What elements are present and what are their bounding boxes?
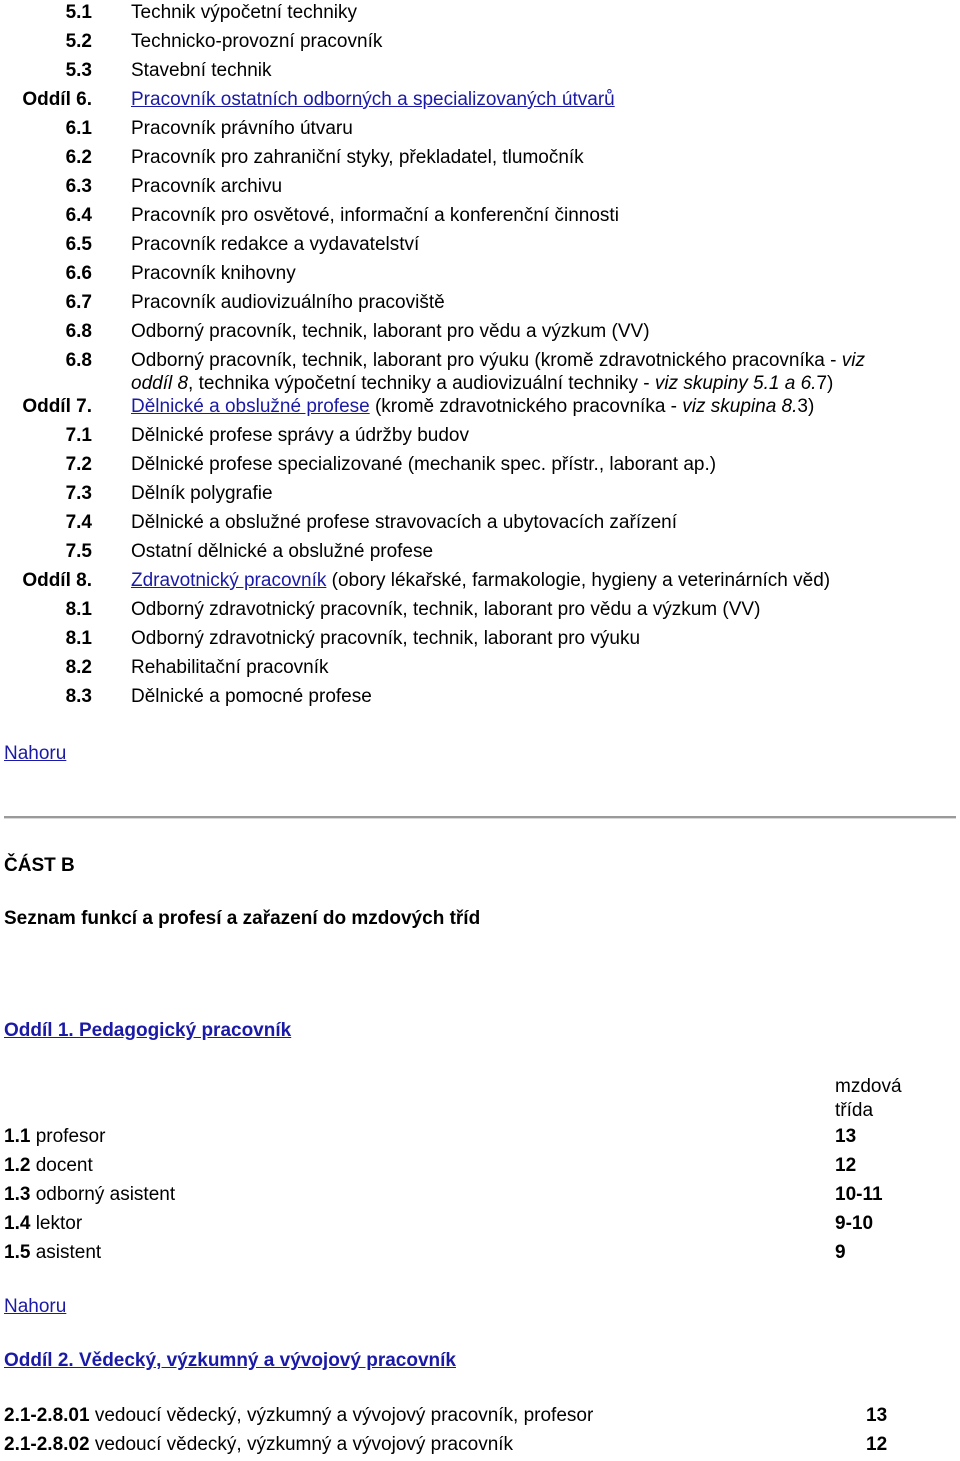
position-code: 1.2 xyxy=(4,1155,31,1176)
toc-text-line2: oddíl 8, technika výpočetní techniky a audiovizuální techniky - viz skupiny 5.1 a 6.7) xyxy=(131,373,834,394)
back-to-top-link[interactable]: Nahoru xyxy=(4,1296,67,1317)
toc-text: Technicko-provozní pracovník xyxy=(131,31,383,52)
toc-number: 7.5 xyxy=(65,541,92,562)
table-row xyxy=(4,1211,904,1240)
toc-number: 7.2 xyxy=(65,454,92,475)
toc-text: Pracovník redakce a vydavatelství xyxy=(131,234,420,255)
table-row xyxy=(4,1182,904,1211)
section-heading-link[interactable]: Oddíl 2. Vědecký, výzkumný a vývojový pracovník xyxy=(4,1350,456,1371)
salary-class: 9 xyxy=(835,1242,846,1263)
toc-text: Odborný zdravotnický pracovník, technik, laborant pro vědu a výzkum (VV) xyxy=(131,599,761,620)
salary-class: 13 xyxy=(835,1126,857,1147)
position-code: 2.1-2.8.01 xyxy=(4,1405,90,1426)
toc-number: 8.3 xyxy=(65,686,92,707)
toc-text: Pracovník pro osvětové, informační a konferenční činnosti xyxy=(131,205,619,226)
toc-text: Rehabilitační pracovník xyxy=(131,657,329,678)
position-code: 2.1-2.8.02 xyxy=(4,1434,90,1455)
toc-text: Pracovník knihovny xyxy=(131,263,296,284)
toc-number: 7.3 xyxy=(65,483,92,504)
toc-text: Dělník polygrafie xyxy=(131,483,273,504)
toc-section-link[interactable]: Dělnické a obslužné profese xyxy=(131,396,370,417)
part-subtitle: Seznam funkcí a profesí a zařazení do mzdových tříd xyxy=(4,908,481,929)
position-code: 1.5 xyxy=(4,1242,31,1263)
toc-number: 7.1 xyxy=(65,425,92,446)
toc-number: 8.1 xyxy=(65,599,92,620)
horizontal-divider xyxy=(4,816,956,819)
position-label: vedoucí vědecký, výzkumný a vývojový pracovník, profesor xyxy=(89,1405,594,1426)
toc-number: 6.4 xyxy=(65,205,92,226)
toc-text-line1: Odborný pracovník, technik, laborant pro výuku (kromě zdravotnického pracovníka - viz xyxy=(131,350,865,371)
toc-text: Ostatní dělnické a obslužné profese xyxy=(131,541,434,562)
toc-number: 6.3 xyxy=(65,176,92,197)
position-label: odborný asistent xyxy=(30,1184,176,1205)
toc-number: 8.1 xyxy=(65,628,92,649)
toc-text: Odborný zdravotnický pracovník, technik, laborant pro výuku xyxy=(131,628,641,649)
toc-text: Technik výpočetní techniky xyxy=(131,2,358,23)
toc-number: 6.7 xyxy=(65,292,92,313)
salary-class: 12 xyxy=(866,1434,888,1455)
position-label: profesor xyxy=(30,1126,106,1147)
toc-number: 6.1 xyxy=(65,118,92,139)
salary-class: 12 xyxy=(835,1155,857,1176)
toc-number: 5.1 xyxy=(65,2,92,23)
toc-text: Stavební technik xyxy=(131,60,272,81)
position-code: 1.4 xyxy=(4,1213,31,1234)
position-code: 1.1 xyxy=(4,1126,31,1147)
toc-section-number: Oddíl 8. xyxy=(22,570,92,591)
salary-class: 13 xyxy=(866,1405,888,1426)
toc-section-text: Dělnické a obslužné profese (kromě zdravotnického pracovníka - viz skupina 8.3) xyxy=(131,396,815,417)
position-label: docent xyxy=(30,1155,93,1176)
section-heading-link[interactable]: Oddíl 1. Pedagogický pracovník xyxy=(4,1020,292,1041)
toc-text: Dělnické a obslužné profese stravovacích a ubytovacích zařízení xyxy=(131,512,678,533)
salary-class-header: mzdová třída xyxy=(835,1076,902,1121)
position-label: vedoucí vědecký, výzkumný a vývojový pracovník xyxy=(89,1434,514,1455)
toc-text: Pracovník audiovizuálního pracoviště xyxy=(131,292,445,313)
toc-section-link[interactable]: Zdravotnický pracovník xyxy=(131,570,327,591)
back-to-top-link[interactable]: Nahoru xyxy=(4,743,67,764)
toc-number: 6.6 xyxy=(65,263,92,284)
toc-text: Dělnické profese správy a údržby budov xyxy=(131,425,469,446)
toc-number: 8.2 xyxy=(65,657,92,678)
toc-number: 6.8 xyxy=(65,321,92,342)
position-label: lektor xyxy=(30,1213,83,1234)
toc-number: 5.2 xyxy=(65,31,92,52)
toc-section-text: Zdravotnický pracovník (obory lékařské, farmakologie, hygieny a veterinárních věd) xyxy=(131,570,831,591)
toc-number: 6.5 xyxy=(65,234,92,255)
toc-number: 6.2 xyxy=(65,147,92,168)
toc-section-link[interactable]: Pracovník ostatních odborných a specializovaných útvarů xyxy=(131,89,615,110)
toc-text: Pracovník archivu xyxy=(131,176,283,197)
table-row xyxy=(4,1240,904,1269)
toc-text: Odborný pracovník, technik, laborant pro vědu a výzkum (VV) xyxy=(131,321,650,342)
table-row xyxy=(4,1124,904,1153)
toc-section-number: Oddíl 6. xyxy=(22,89,92,110)
toc-section-number: Oddíl 7. xyxy=(22,396,92,417)
toc-text: Pracovník právního útvaru xyxy=(131,118,353,139)
position-code: 1.3 xyxy=(4,1184,31,1205)
salary-class: 9-10 xyxy=(835,1213,874,1234)
toc-text: Pracovník pro zahraniční styky, překladatel, tlumočník xyxy=(131,147,584,168)
salary-class: 10-11 xyxy=(835,1184,883,1205)
toc-number: 6.8 xyxy=(65,350,92,371)
table-row xyxy=(4,1432,904,1461)
table-row xyxy=(4,1403,904,1432)
position-label: asistent xyxy=(30,1242,102,1263)
toc-text: Dělnické profese specializované (mechanik spec. přístr., laborant ap.) xyxy=(131,454,717,475)
toc-text: Dělnické a pomocné profese xyxy=(131,686,372,707)
toc-number: 5.3 xyxy=(65,60,92,81)
table-row xyxy=(4,1153,904,1182)
part-title: ČÁST B xyxy=(4,855,75,876)
toc-number: 7.4 xyxy=(65,512,92,533)
